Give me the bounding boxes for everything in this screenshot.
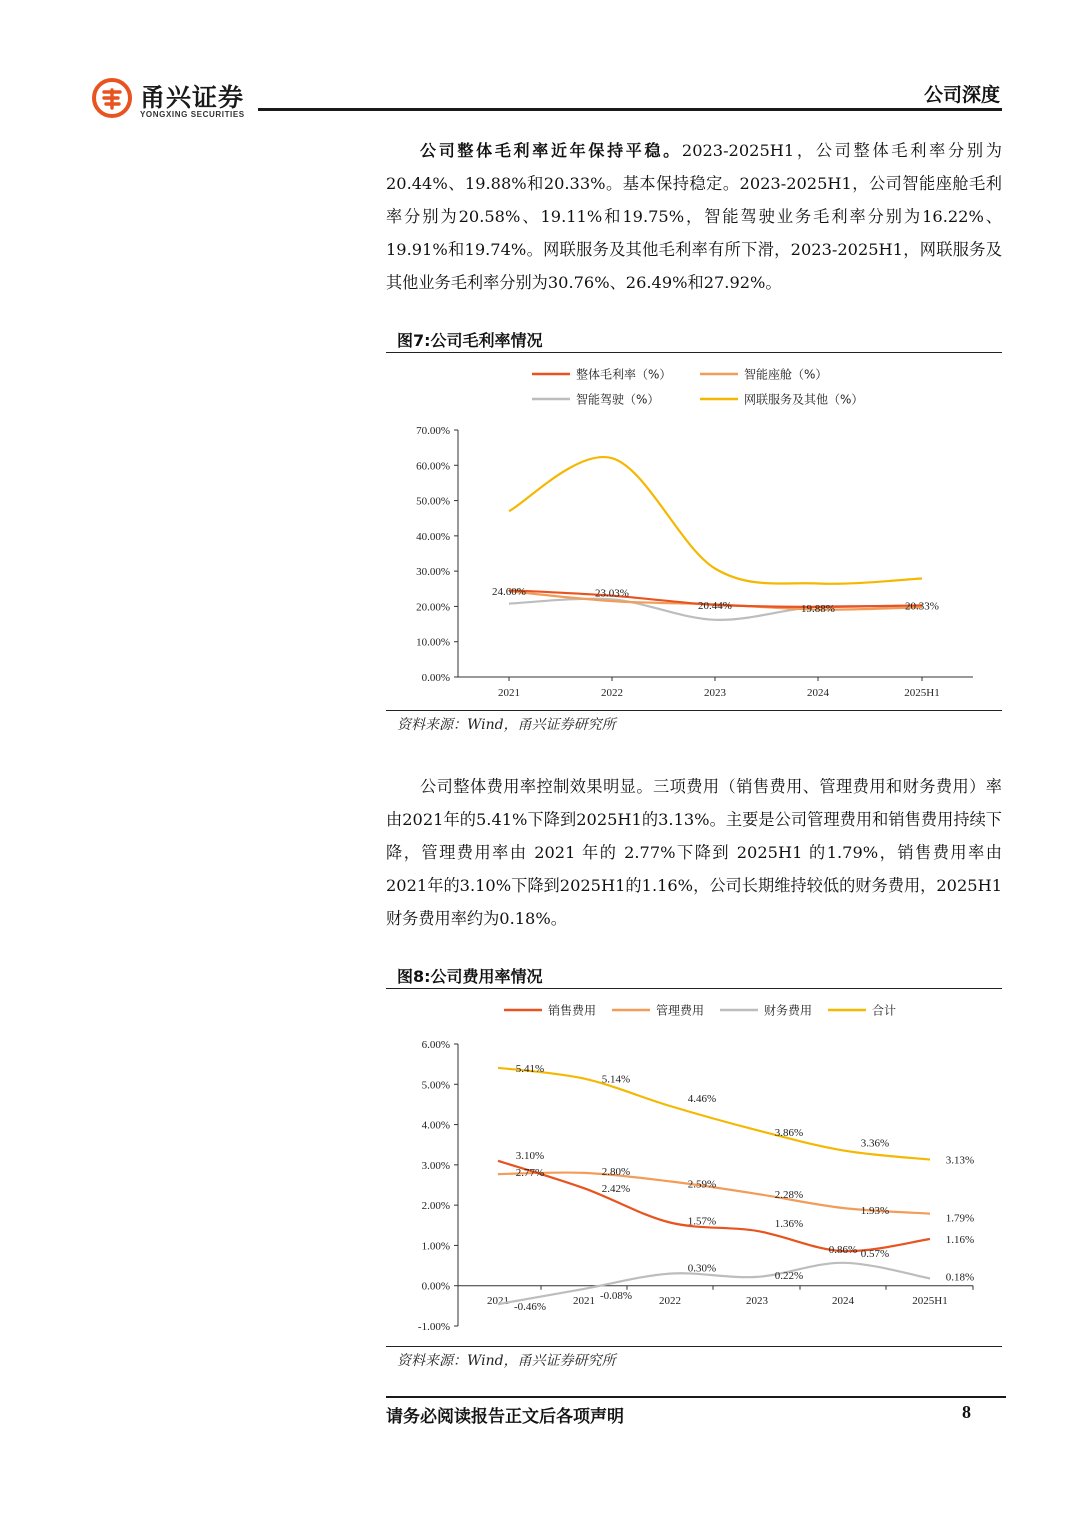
figure-8-bottom-rule: [386, 1346, 1002, 1347]
x-tick-label: 2024: [807, 687, 829, 699]
y-tick-label: 70.00%: [416, 425, 450, 437]
data-label: 19.88%: [801, 602, 835, 615]
data-label: 3.86%: [774, 1127, 804, 1140]
data-label: 2.77%: [515, 1167, 545, 1180]
data-label: 0.22%: [774, 1269, 804, 1282]
y-tick-label: 6.00%: [421, 1039, 450, 1051]
header-rule: [258, 108, 1002, 111]
y-tick-label: 30.00%: [416, 566, 450, 579]
data-label: 3.10%: [515, 1149, 545, 1162]
data-label: 0.57%: [860, 1247, 890, 1260]
figure-8-source: 资料来源：Wind，甬兴证券研究所: [397, 1353, 616, 1369]
figure-8-chart: [386, 990, 1002, 1346]
y-tick-label: 2.00%: [421, 1200, 450, 1213]
data-label: 3.36%: [860, 1137, 890, 1150]
y-tick-label: 1.00%: [421, 1240, 450, 1253]
y-tick-label: 3.00%: [421, 1159, 450, 1172]
y-tick-label: 5.00%: [421, 1079, 450, 1092]
legend-label: 智能座舱（%）: [744, 367, 828, 382]
paragraph-gross-margin: [386, 134, 1002, 299]
data-label: 1.57%: [687, 1215, 717, 1228]
legend-label: 管理费用: [656, 1003, 705, 1018]
legend-label: 网联服务及其他（%）: [744, 392, 864, 407]
y-tick-label: 40.00%: [416, 530, 450, 543]
figure-7-chart: [386, 356, 1002, 708]
x-tick-label: 2022: [659, 1295, 681, 1307]
data-label: 0.30%: [687, 1262, 717, 1275]
figure-8-top-rule: [386, 988, 1002, 989]
data-label: 1.93%: [860, 1204, 890, 1217]
data-label: 1.79%: [945, 1212, 975, 1225]
figure-7-bottom-rule: [386, 710, 1002, 711]
footer-rule: [386, 1396, 1006, 1398]
y-tick-label: 50.00%: [416, 495, 450, 508]
logo-subtext: YONGXING SECURITIES: [140, 110, 245, 119]
series-line: [509, 457, 922, 584]
data-label: 23.03%: [595, 587, 629, 600]
figure-7-top-rule: [386, 352, 1002, 353]
page-number: 8: [962, 1402, 971, 1422]
x-tick-label: 2021: [573, 1295, 595, 1307]
data-label: -0.46%: [513, 1301, 547, 1314]
y-tick-label: 60.00%: [416, 460, 450, 473]
data-label: 1.16%: [945, 1233, 975, 1246]
paragraph-bold-lead: 公司整体毛利率近年保持平稳。: [420, 141, 682, 160]
data-label: 5.14%: [601, 1073, 631, 1086]
data-label: 4.46%: [687, 1093, 717, 1106]
data-label: 20.44%: [698, 599, 732, 612]
x-tick-label: 2023: [704, 687, 726, 699]
legend-label: 销售费用: [548, 1003, 597, 1018]
data-label: 2.59%: [687, 1178, 717, 1191]
data-label: 0.18%: [945, 1271, 975, 1284]
paragraph-text: 2023-2025H1，公司整体毛利率分别为20.44%、19.88%和20.33%。基本保持稳定。2023-2025H1，公司智能座舱毛利率分别为20.58%、19.11%和19.75%，智能驾驶业务毛利率分别为16.22%、19.91%和19.74%。网联服务及其他毛利率有所下滑，2023-2025H1，网联服务及其他业务毛利率分别为30.76%、26.49%和27.92%。: [386, 141, 1002, 292]
x-tick-label: 2025H1: [904, 687, 940, 699]
paragraph-text: 公司整体费用率控制效果明显。三项费用（销售费用、管理费用和财务费用）率由2021年的5.41%下降到2025H1的3.13%。主要是公司管理费用和销售费用持续下降，管理费用率由 2021 年的 2.77%下降到 2025H1 的1.79%，销售费用率由2021年的3.10%下降到2025H1的1.16%，公司长期维持较低的财务费用，2025H1财务费用率约为0.18%。: [386, 777, 1002, 928]
x-tick-label: 2021: [487, 1295, 509, 1307]
paragraph-expense-ratio: [386, 770, 1002, 935]
footer-disclaimer: 请务必阅读报告正文后各项声明: [386, 1407, 624, 1427]
x-tick-label: 2021: [498, 687, 520, 699]
x-tick-label: 2023: [746, 1295, 768, 1307]
data-label: 5.41%: [515, 1062, 545, 1075]
y-tick-label: 20.00%: [416, 601, 450, 614]
data-label: 20.33%: [905, 600, 939, 613]
figure-7-title: 图7:公司毛利率情况: [397, 331, 543, 350]
data-label: 1.36%: [774, 1217, 804, 1230]
legend-label: 财务费用: [764, 1003, 813, 1018]
data-label: 2.80%: [601, 1165, 631, 1178]
logo-text: 甬兴证券: [140, 83, 245, 112]
data-label: 3.13%: [945, 1154, 975, 1167]
y-tick-label: 4.00%: [421, 1119, 450, 1132]
legend-label: 智能驾驶（%）: [576, 392, 660, 407]
y-tick-label: -1.00%: [417, 1321, 450, 1333]
x-tick-label: 2022: [601, 687, 623, 699]
y-tick-label: 0.00%: [421, 672, 450, 684]
data-label: 2.28%: [774, 1188, 804, 1201]
document-type-label: 公司深度: [923, 84, 1000, 106]
data-label: 0.86%: [828, 1244, 858, 1257]
x-tick-label: 2025H1: [912, 1295, 948, 1307]
y-tick-label: 0.00%: [421, 1280, 450, 1293]
logo-icon: [92, 78, 132, 118]
data-label: -0.08%: [599, 1289, 633, 1302]
data-label: 24.60%: [492, 586, 526, 599]
x-tick-label: 2024: [832, 1295, 854, 1307]
legend-label: 整体毛利率（%）: [576, 367, 672, 382]
figure-8-title: 图8:公司费用率情况: [397, 967, 543, 986]
data-label: 2.42%: [601, 1183, 631, 1196]
figure-7-source: 资料来源：Wind，甬兴证券研究所: [397, 717, 616, 733]
legend-label: 合计: [872, 1003, 897, 1018]
y-tick-label: 10.00%: [416, 636, 450, 649]
